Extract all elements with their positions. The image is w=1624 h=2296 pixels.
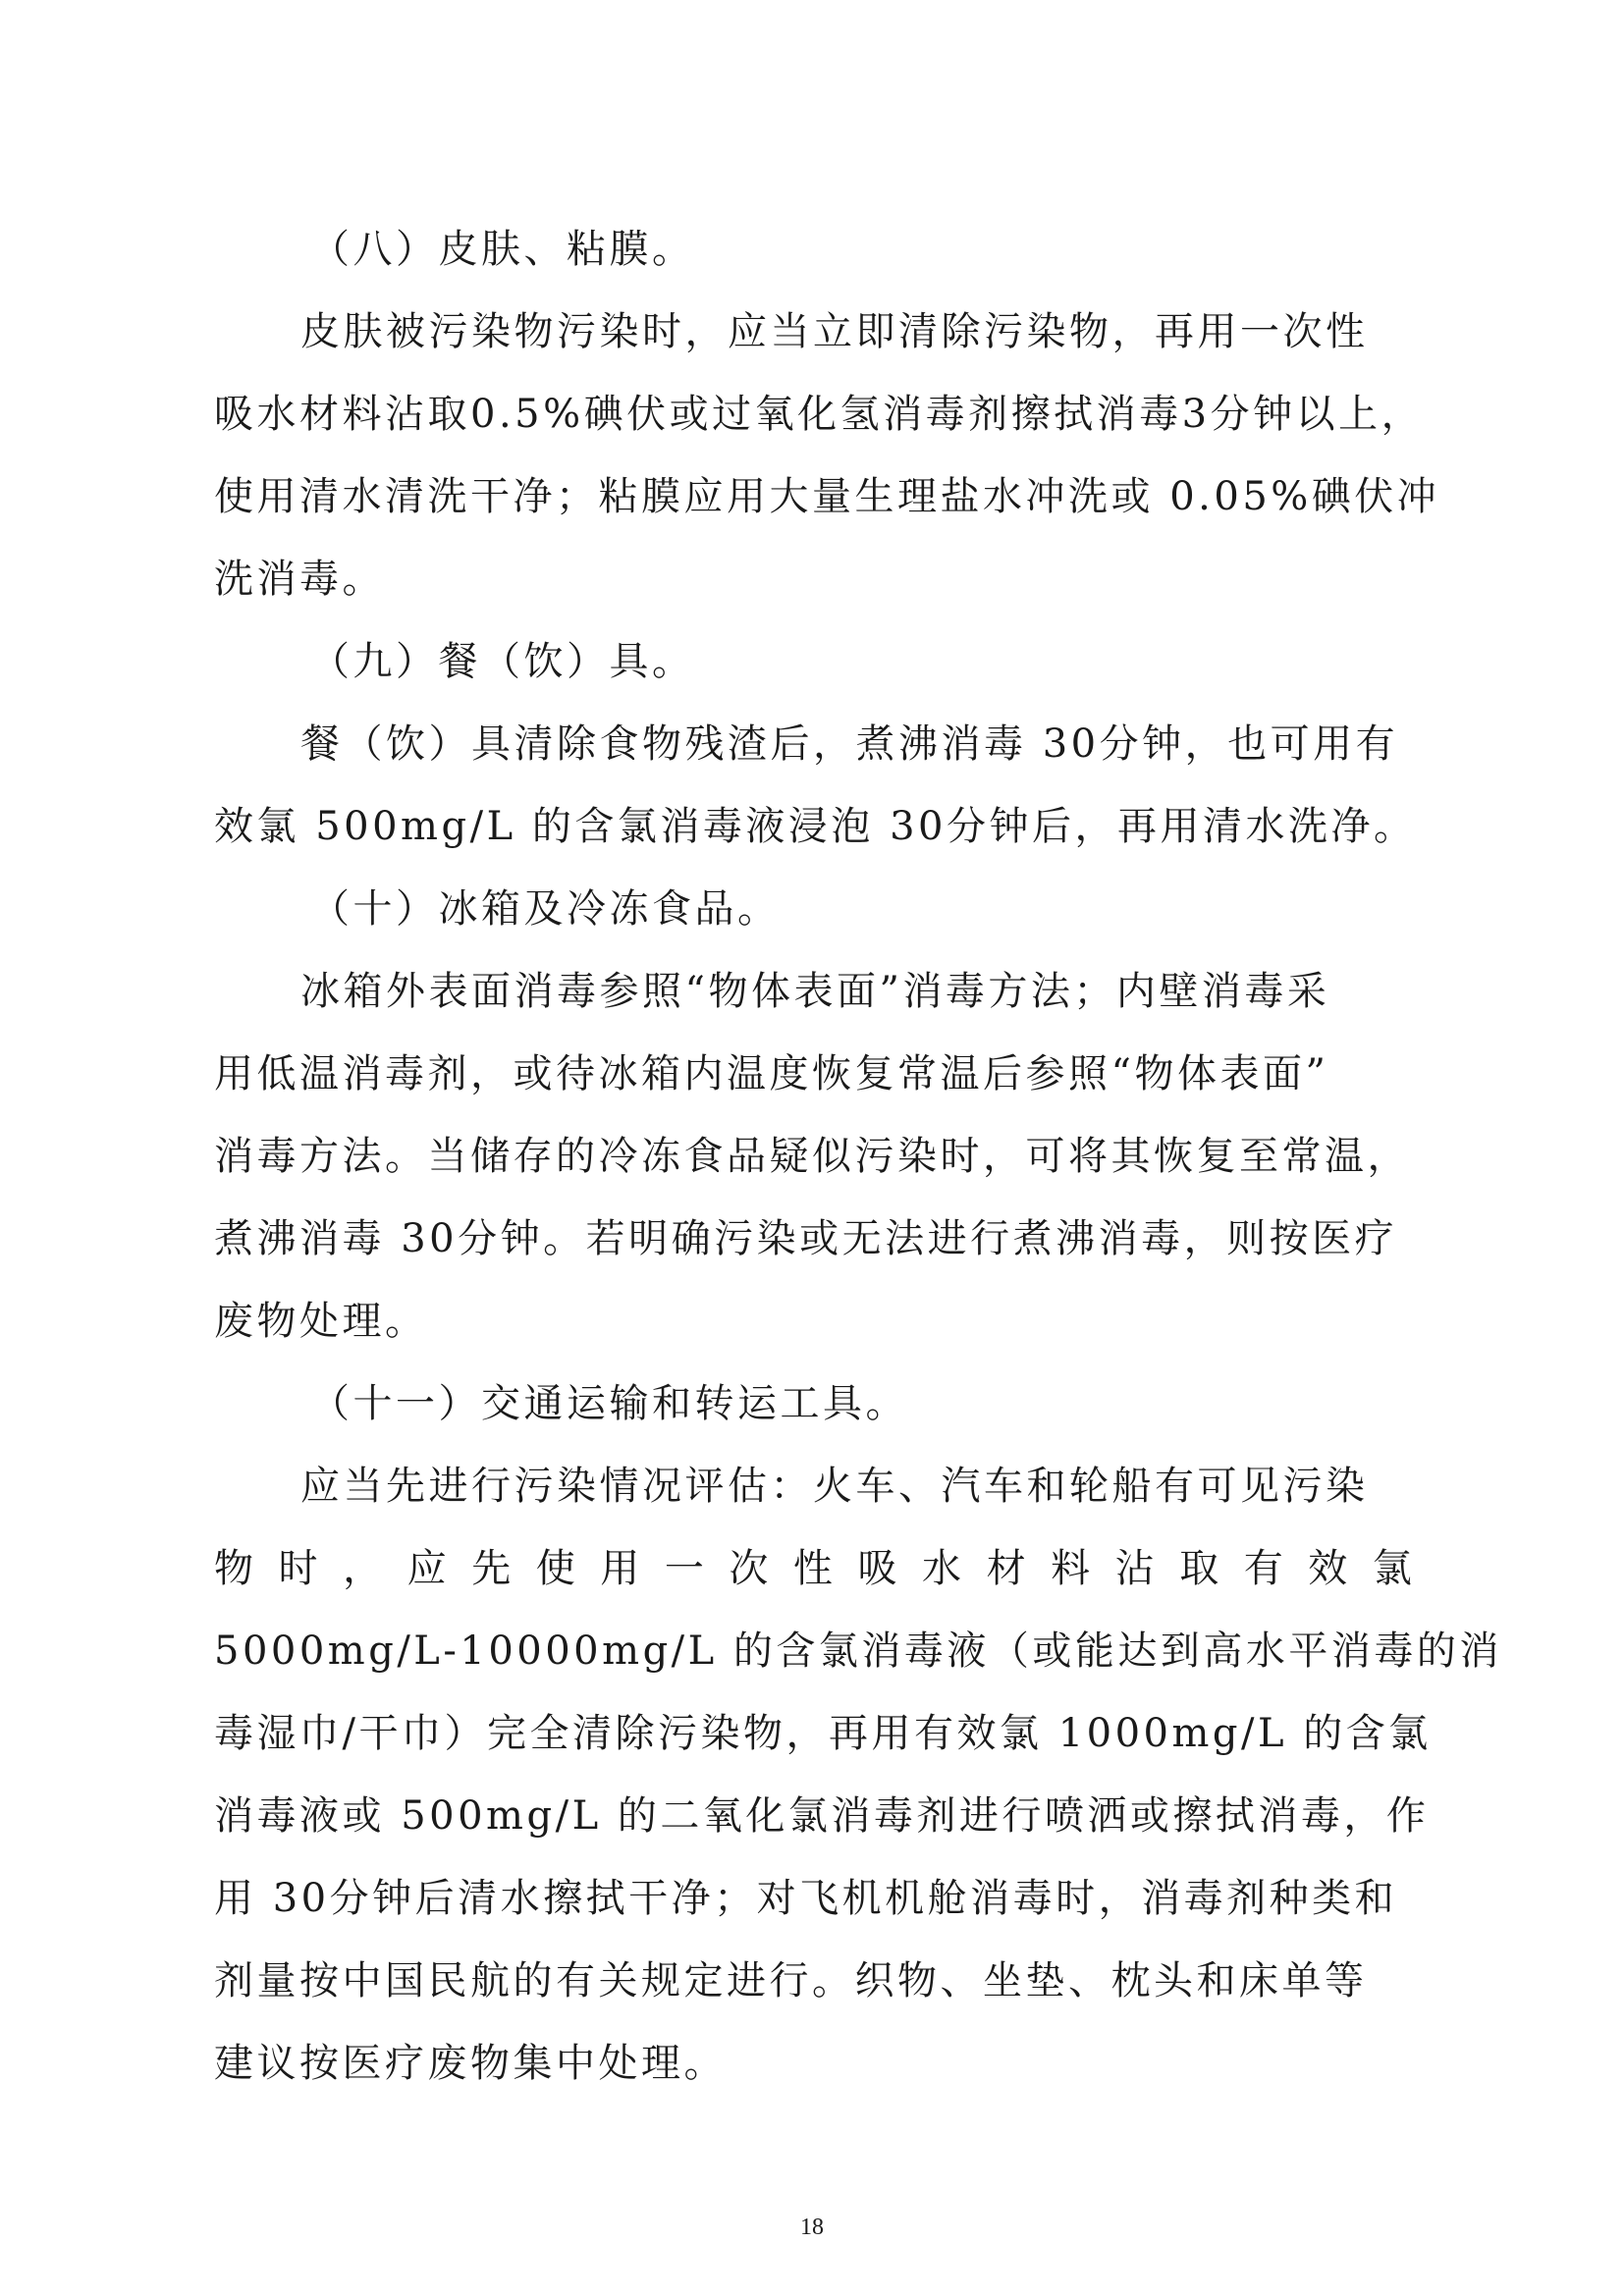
paragraph-line: 吸水材料沾取0.5%碘伏或过氧化氢消毒剂擦拭消毒3分钟以上， [214, 392, 1425, 437]
justified-char: 氯 [1372, 1546, 1412, 1591]
paragraph-line: 餐（饮）具清除食物残渣后，煮沸消毒 30分钟，也可用有 [300, 721, 1399, 767]
paragraph-line: 冰箱外表面消毒参照“物体表面”消毒方法；内壁消毒采 [300, 969, 1330, 1014]
justified-char: 一 [664, 1546, 704, 1591]
justified-char: 性 [792, 1546, 833, 1591]
section-heading-9: （九）餐（饮）具。 [310, 639, 695, 684]
justified-char: 物 [214, 1546, 253, 1591]
paragraph-line: 洗消毒。 [214, 557, 385, 602]
paragraph-line: 效氯 500mg/L 的含氯消毒液浸泡 30分钟后，再用清水洗净。 [214, 804, 1417, 849]
justified-char: 沾 [1114, 1546, 1155, 1591]
paragraph-line: 应当先进行污染情况评估：火车、汽车和轮船有可见污染 [300, 1464, 1369, 1509]
justified-char: 有 [1243, 1546, 1283, 1591]
paragraph-line: 煮沸消毒 30分钟。若明确污染或无法进行煮沸消毒，则按医疗 [214, 1216, 1398, 1261]
justified-char: 次 [729, 1546, 769, 1591]
justified-char: 使 [535, 1546, 575, 1591]
paragraph-line: 皮肤被污染物污染时，应当立即清除污染物，再用一次性 [300, 309, 1369, 354]
justified-char: 先 [471, 1546, 512, 1591]
paragraph-line: 5000mg/L-10000mg/L 的含氯消毒液（或能达到高水平消毒的消 [214, 1629, 1502, 1674]
justified-char: 材 [986, 1546, 1026, 1591]
paragraph-line: 毒湿巾/干巾）完全清除污染物，再用有效氯 1000mg/L 的含氯 [214, 1711, 1432, 1756]
justified-char: 效 [1308, 1546, 1348, 1591]
paragraph-line: 使用清水清洗干净；粘膜应用大量生理盐水冲洗或 0.05%碘伏冲 [214, 474, 1440, 519]
justified-char: ， [343, 1546, 383, 1591]
section-heading-8: （八）皮肤、粘膜。 [310, 227, 695, 272]
justified-char: 吸 [857, 1546, 897, 1591]
page-number: 18 [800, 2215, 824, 2240]
paragraph-line: 废物处理。 [214, 1299, 428, 1344]
justified-char: 时 [278, 1546, 318, 1591]
paragraph-line: 剂量按中国民航的有关规定进行。织物、坐垫、枕头和床单等 [214, 1958, 1368, 2003]
paragraph-line-justified [214, 1527, 1412, 1610]
section-heading-10: （十）冰箱及冷冻食品。 [310, 886, 781, 932]
paragraph-line: 建议按医疗废物集中处理。 [214, 2041, 727, 2086]
section-heading-11: （十一）交通运输和转运工具。 [310, 1381, 908, 1426]
document-body [214, 208, 1502, 2105]
paragraph-line: 消毒方法。当储存的冷冻食品疑似污染时，可将其恢复至常温， [214, 1134, 1410, 1179]
paragraph-line: 用 30分钟后清水擦拭干净；对飞机机舱消毒时，消毒剂种类和 [214, 1876, 1398, 1921]
paragraph-line: 用低温消毒剂，或待冰箱内温度恢复常温后参照“物体表面” [214, 1051, 1329, 1096]
justified-char: 水 [922, 1546, 962, 1591]
paragraph-line: 消毒液或 500mg/L 的二氧化氯消毒剂进行喷洒或擦拭消毒，作 [214, 1793, 1430, 1839]
justified-char: 取 [1179, 1546, 1219, 1591]
justified-char: 用 [600, 1546, 640, 1591]
justified-char: 应 [406, 1546, 447, 1591]
justified-char: 料 [1051, 1546, 1091, 1591]
